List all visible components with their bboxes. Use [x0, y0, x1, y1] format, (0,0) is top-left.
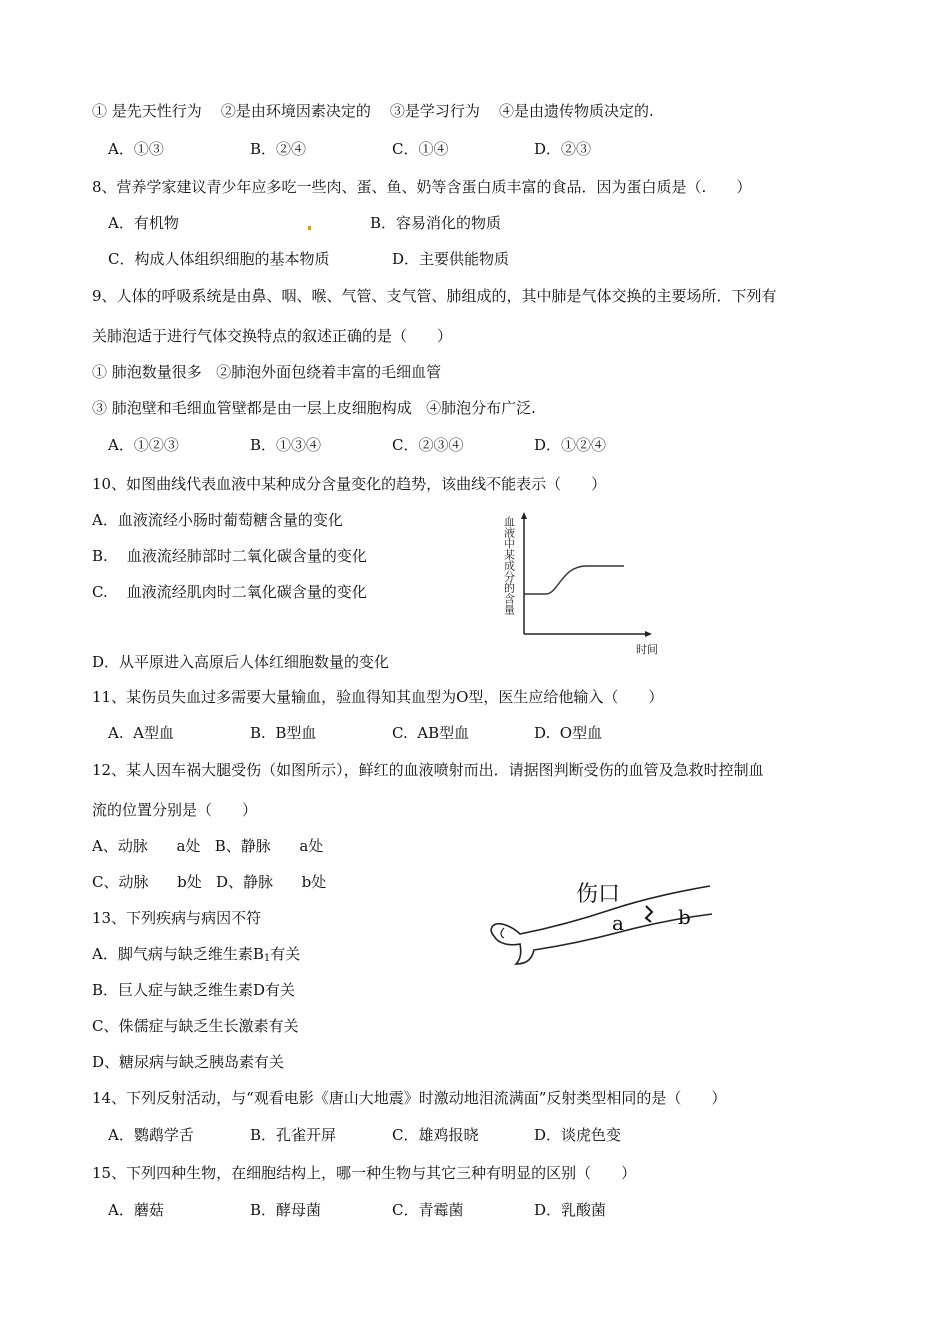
q13-option-b: B．巨人症与缺乏维生素D有关: [92, 981, 296, 999]
q14-option-a: A．鹦鹉学舌: [108, 1126, 194, 1144]
x-axis-label: 时间: [636, 643, 658, 656]
q10-stem: 10、如图曲线代表血液中某种成分含量变化的趋势，该曲线不能表示（ ）: [92, 475, 607, 493]
q14-stem: 14、下列反射活动，与“观看电影《唐山大地震》时激动地泪流满面”反射类型相同的是（ ）: [92, 1089, 727, 1107]
q11-option-d: D. O型血: [534, 724, 603, 742]
q15-option-c: C．青霉菌: [392, 1201, 464, 1219]
q9-option-d: D．①②④: [534, 436, 607, 454]
q7-option-d: D．②③: [534, 140, 592, 158]
q11-option-a: A. A型血: [108, 724, 174, 742]
q12-options-cd: C、动脉 b处 D、静脉 b处: [92, 873, 327, 891]
q7-option-a: A．①③: [108, 140, 164, 158]
q9-option-a: A．①②③: [108, 436, 179, 454]
content-curve: [524, 566, 624, 594]
toe-outline: [501, 928, 504, 938]
q12-leg-figure: [480, 868, 720, 980]
q8-option-b: B．容易消化的物质: [370, 214, 502, 232]
q9-stem-line-1: 9、人体的呼吸系统是由鼻、咽、喉、气管、支气管、肺组成的，其中肺是气体交换的主要场所．下列有: [92, 287, 777, 305]
q10-option-d: D．从平原进入高原后人体红细胞数量的变化: [92, 653, 390, 671]
q9-option-b: B．①③④: [250, 436, 322, 454]
y-axis-label: 血液中某成分的含量: [502, 516, 516, 615]
wound-label: 伤口: [576, 882, 621, 907]
q11-option-c: C. AB型血: [392, 724, 470, 742]
q13-option-c: C、侏儒症与缺乏生长激素有关: [92, 1017, 299, 1035]
q12-stem-line-2: 流的位置分别是（ ）: [92, 801, 258, 819]
x-axis-arrow-icon: [645, 631, 652, 637]
q15-stem: 15、下列四种生物，在细胞结构上，哪一种生物与其它三种有明显的区别（ ）: [92, 1164, 637, 1182]
q15-option-b: B．酵母菌: [250, 1201, 322, 1219]
q12-stem-line-1: 12、某人因车祸大腿受伤（如图所示），鲜红的血液喷射而出．请据图判断受伤的血管及急救时控制血: [92, 761, 764, 779]
q10-option-b: B. 血液流经肺部时二氧化碳含量的变化: [92, 547, 367, 565]
q10-option-a: A．血液流经小肠时葡萄糖含量的变化: [92, 511, 343, 529]
stray-mark: [308, 226, 311, 230]
q10-curve-figure: [498, 510, 668, 660]
q7-option-c: C．①④: [392, 140, 449, 158]
q12-options-ab: A、动脉 a处 B、静脉 a处: [92, 837, 324, 855]
q13-option-a-subscript: 1: [263, 953, 271, 964]
q10-option-c: C. 血液流经肌肉时二氧化碳含量的变化: [92, 583, 367, 601]
q8-option-d: D．主要供能物质: [392, 250, 510, 268]
q11-stem: 11、某伤员失血过多需要大量输血，验血得知其血型为O型，医生应给他输入（ ）: [92, 688, 664, 706]
y-axis-arrow-icon: [521, 512, 527, 519]
q8-option-a: A．有机物: [108, 214, 179, 232]
q14-option-c: C．雄鸡报晓: [392, 1126, 479, 1144]
q9-option-c: C．②③④: [392, 436, 464, 454]
point-b-label: b: [678, 905, 691, 929]
q8-option-c: C．构成人体组织细胞的基本物质: [108, 250, 330, 268]
q9-stem-line-2: 关肺泡适于进行气体交换特点的叙述正确的是（ ）: [92, 327, 453, 345]
q13-option-a-suffix: 有关: [270, 945, 301, 963]
q15-option-d: D．乳酸菌: [534, 1201, 607, 1219]
q14-option-d: D．谈虎色变: [534, 1126, 622, 1144]
q13-option-a-text: A．脚气病与缺乏维生素B: [92, 945, 264, 963]
q15-option-a: A．蘑菇: [108, 1201, 164, 1219]
point-a-label: a: [612, 911, 624, 935]
q7-option-b: B．②④: [250, 140, 307, 158]
q9-item-1: ① 肺泡数量很多 ②肺泡外面包绕着丰富的毛细血管: [92, 363, 442, 381]
q13-option-a: [92, 944, 300, 969]
q14-option-b: B．孔雀开屏: [250, 1126, 337, 1144]
q9-item-2: ③ 肺泡壁和毛细血管壁都是由一层上皮细胞构成 ④肺泡分布广泛.: [92, 399, 536, 417]
q7-statements: ① 是先天性行为 ②是由环境因素决定的 ③是学习行为 ④是由遗传物质决定的.: [92, 102, 654, 120]
q13-option-d: D、糖尿病与缺乏胰岛素有关: [92, 1053, 285, 1071]
q11-option-b: B. B型血: [250, 724, 317, 742]
wound-mark-icon: [646, 906, 652, 922]
q13-stem: 13、下列疾病与病因不符: [92, 909, 262, 927]
q8-stem: 8、营养学家建议青少年应多吃一些肉、蛋、鱼、奶等含蛋白质丰富的食品．因为蛋白质是（. ）: [92, 178, 752, 196]
